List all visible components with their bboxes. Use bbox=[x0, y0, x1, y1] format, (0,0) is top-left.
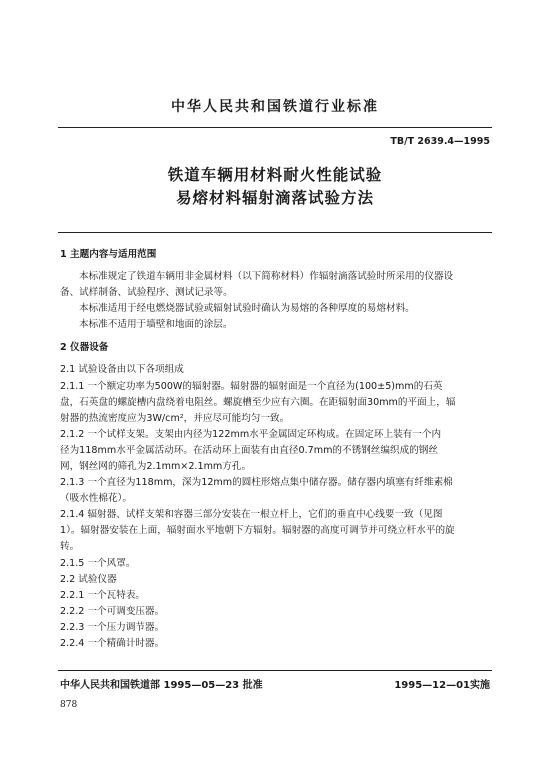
document-title-line1: 铁道车辆用材料耐火性能试验 bbox=[167, 166, 383, 184]
footer-rule bbox=[58, 670, 492, 671]
document-title-line2: 易熔材料辐射滴落试验方法 bbox=[175, 189, 374, 207]
section-1-heading: 1 主题内容与适用范围 bbox=[60, 249, 157, 260]
clause-2-1-4-cont-1: 1）。辐射器安装在上面，辐射面水平地朝下方辐射。辐射器的高度可调节并可绕立杆水平的旋 bbox=[60, 525, 455, 536]
title-rule bbox=[58, 232, 492, 233]
clause-2-1-4-cont-2: 转。 bbox=[60, 541, 80, 552]
section-2-heading: 2 仪器设备 bbox=[60, 342, 109, 353]
clause-2-2: 2.2 试验仪器 bbox=[60, 574, 117, 585]
section-1-paragraph-1-cont: 备、试样制备、试验程序、测试记录等。 bbox=[60, 287, 233, 298]
clause-2-1: 2.1 试验设备由以下各项组成 bbox=[60, 364, 184, 375]
section-1-paragraph-1: 本标准规定了铁道车辆用非金属材料（以下简称材料）作辐射滴落试验时所采用的仪器设 bbox=[79, 271, 454, 282]
clause-2-1-1-cont-1: 盘，石英盘的螺旋槽内盘绕着电阻丝。螺旋槽至少应有六圈。在距辐射面30mm的平面上，辐 bbox=[60, 397, 456, 408]
clause-2-1-2-cont-2: 网，钢丝网的筛孔为2.1mm×2.1mm方孔。 bbox=[60, 461, 252, 472]
clause-2-1-1-cont-2: 射器的热流密度应为3W/cm²，并应尽可能均匀一致。 bbox=[60, 413, 290, 424]
issuing-authority: 中华人民共和国铁道行业标准 bbox=[171, 99, 379, 115]
standard-number: TB/T 2639.4—1995 bbox=[390, 136, 490, 147]
approval-line: 中华人民共和国铁道部 1995—05—23 批准 bbox=[60, 680, 263, 691]
clause-2-1-2: 2.1.2 一个试样支架。支架由内径为122mm水平金属固定环构成。在固定环上装有一个内 bbox=[60, 429, 442, 440]
header-rule bbox=[58, 127, 492, 128]
implementation-date: 1995—12—01实施 bbox=[394, 680, 490, 691]
clause-2-2-2: 2.2.2 一个可调变压器。 bbox=[60, 606, 165, 617]
page-number: 878 bbox=[60, 700, 78, 710]
clause-2-2-4: 2.2.4 一个精确计时器。 bbox=[60, 638, 165, 649]
clause-2-2-1: 2.2.1 一个瓦特表。 bbox=[60, 590, 146, 601]
clause-2-2-3: 2.2.3 一个压力调节器。 bbox=[60, 622, 165, 633]
clause-2-1-2-cont-1: 径为118mm水平金属活动环。在活动环上面装有由直径0.7mm的不锈钢丝编织成的钢丝 bbox=[60, 445, 438, 456]
clause-2-1-1: 2.1.1 一个额定功率为500W的辐射器。辐射器的辐射面是一个直径为(100±5)mm的石英 bbox=[60, 381, 443, 392]
section-1-paragraph-2: 本标准适用于经电燃烧器试验或辐射试验时确认为易熔的各种厚度的易熔材料。 bbox=[79, 303, 415, 314]
clause-2-1-3: 2.1.3 一个直径为118mm，深为12mm的圆柱形熔点集中储存器。储存器内填塞有纤维素棉 bbox=[60, 477, 453, 488]
clause-2-1-4: 2.1.4 辐射器、试样支架和容器三部分安装在一根立杆上，它们的垂直中心线要一致（见图 bbox=[60, 509, 443, 520]
clause-2-1-5: 2.1.5 一个风罩。 bbox=[60, 558, 136, 569]
section-1-paragraph-3: 本标准不适用于墙壁和地面的涂层。 bbox=[79, 319, 233, 330]
clause-2-1-3-cont: （吸水性棉花）。 bbox=[60, 493, 132, 504]
